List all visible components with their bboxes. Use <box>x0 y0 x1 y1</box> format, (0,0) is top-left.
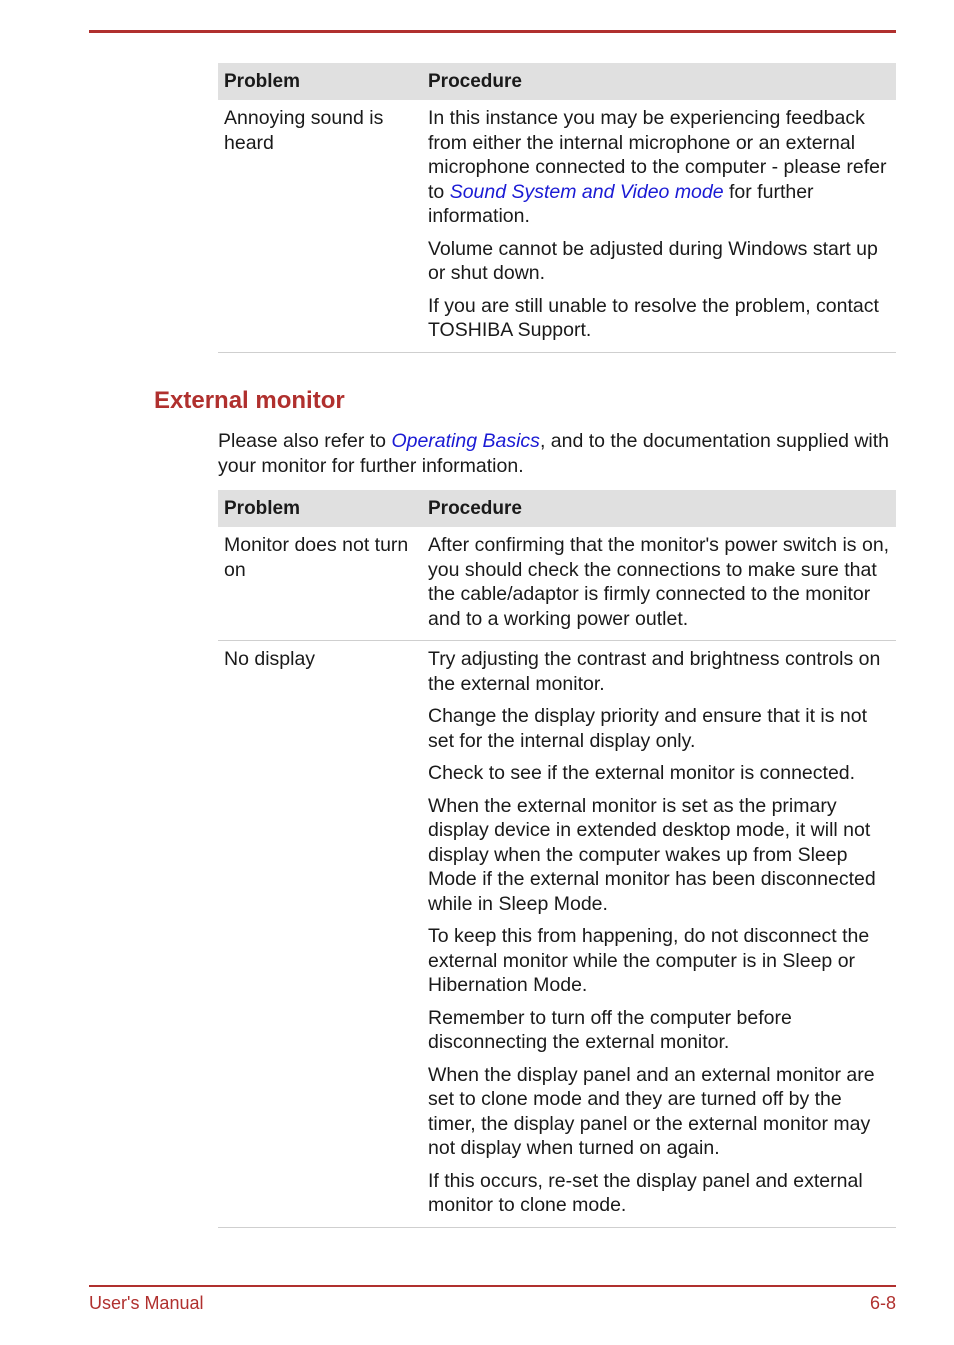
external-monitor-table <box>218 490 896 1228</box>
footer-title: User's Manual <box>89 1293 204 1313</box>
procedure-cell <box>422 527 896 641</box>
problem-column-header: Problem <box>218 63 422 100</box>
paragraph-text: for further information. <box>428 180 814 227</box>
section-heading: External monitor <box>154 387 345 414</box>
sound-troubleshooting-table <box>218 63 896 353</box>
procedure-paragraph: Volume cannot be adjusted during Windows start up or shut down. <box>428 237 878 284</box>
operating-basics-link[interactable]: Operating Basics <box>391 430 540 452</box>
procedure-column-header: Procedure <box>422 490 896 527</box>
procedure-paragraph: Change the display priority and ensure that it is not set for the internal display only. <box>428 705 868 752</box>
problem-cell: Monitor does not turn on <box>218 527 422 641</box>
procedure-paragraph: After confirming that the monitor's power switch is on, you should check the connections to make sure that the cable/adaptor is firmly connected to the monitor and to a working power outlet. <box>428 534 890 630</box>
table-row <box>218 527 896 641</box>
table-row <box>218 100 896 352</box>
paragraph-text: In this instance you may be experiencing feedback from either the internal microphone or an external microphone connected to the computer - please refer to <box>428 107 887 203</box>
table-row <box>218 641 896 1228</box>
procedure-paragraph: Try adjusting the contrast and brightness controls on the external monitor. <box>428 648 881 695</box>
procedure-paragraph: To keep this from happening, do not disconnect the external monitor while the computer is in Sleep or Hibernation Mode. <box>428 925 870 996</box>
problem-column-header: Problem <box>218 490 422 527</box>
procedure-paragraph: When the external monitor is set as the primary display device in extended desktop mode, it will not display when the computer wakes up from Sleep Mode if the external monitor has been disconnected while in Sleep Mode. <box>428 794 876 915</box>
table-header-row <box>218 490 896 527</box>
sound-system-link[interactable]: Sound System and Video mode <box>449 180 724 203</box>
intro-text: Please also refer to <box>218 430 392 452</box>
procedure-paragraph: If you are still unable to resolve the problem, contact TOSHIBA Support. <box>428 294 879 341</box>
table-header-row <box>218 63 896 100</box>
procedure-paragraph: When the display panel and an external monitor are set to clone mode and they are turned off by the timer, the display panel or the external monitor may not display when turned on again. <box>428 1063 875 1159</box>
problem-cell: Annoying sound is heard <box>218 100 422 352</box>
procedure-paragraph <box>428 106 890 229</box>
procedure-cell <box>422 100 896 352</box>
section-intro <box>218 429 896 479</box>
procedure-paragraph: Remember to turn off the computer before disconnecting the external monitor. <box>428 1006 792 1053</box>
intro-text: , and to the documentation supplied with your monitor for further information. <box>218 430 890 477</box>
procedure-paragraph: If this occurs, re-set the display panel and external monitor to clone mode. <box>428 1169 863 1216</box>
procedure-cell <box>422 641 896 1228</box>
footer-rule <box>89 1285 896 1287</box>
procedure-paragraph: Check to see if the external monitor is connected. <box>428 762 856 784</box>
procedure-column-header: Procedure <box>422 63 896 100</box>
problem-cell: No display <box>218 641 422 1228</box>
page-number: 6-8 <box>869 1293 896 1313</box>
header-rule <box>89 30 896 33</box>
